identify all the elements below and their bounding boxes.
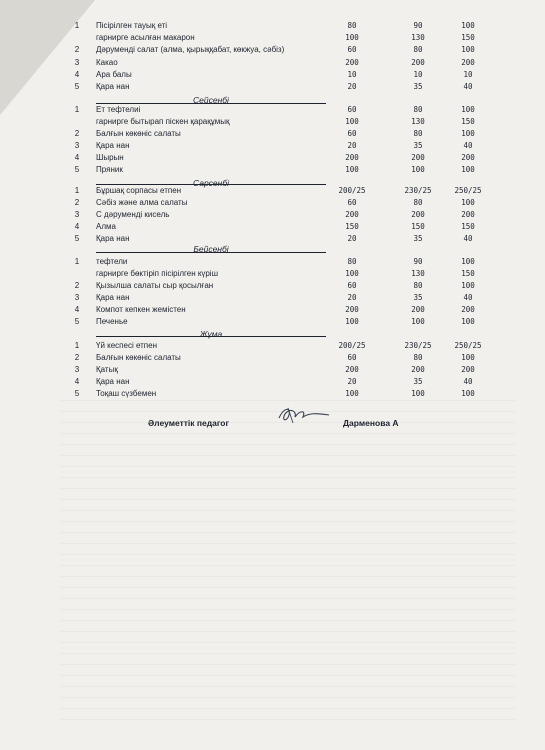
portion-value-3: 200 [461, 153, 475, 162]
dish-name: Балғын көкөніс салаты [96, 353, 181, 362]
dish-name: гарнирге бөктіріп пісірілген күріш [96, 269, 218, 278]
dish-name: Алма [96, 222, 116, 231]
portion-value-3: 40 [463, 377, 473, 386]
day-title: Сейсенбі [193, 95, 229, 105]
portion-value-1: 20 [347, 82, 357, 91]
dish-name: Қара нан [96, 141, 130, 150]
menu-row [0, 116, 545, 127]
portion-value-1: 200 [345, 153, 359, 162]
menu-row [0, 292, 545, 303]
portion-value-2: 80 [413, 353, 423, 362]
portion-value-1: 100 [345, 33, 359, 42]
portion-value-2: 100 [411, 389, 425, 398]
dish-name: гарнирге бытырап піскен қарақұмық [96, 117, 230, 126]
row-number: 1 [74, 186, 80, 195]
row-number: 5 [74, 165, 80, 174]
row-number: 3 [74, 210, 80, 219]
portion-value-1: 20 [347, 293, 357, 302]
menu-row [0, 185, 545, 196]
dish-name: Сәбіз және алма салаты [96, 198, 188, 207]
footer-name: Дарменова А [343, 418, 399, 428]
menu-row [0, 69, 545, 80]
portion-value-3: 10 [463, 70, 473, 79]
portion-value-1: 60 [347, 129, 357, 138]
portion-value-3: 100 [461, 317, 475, 326]
portion-value-2: 80 [413, 105, 423, 114]
row-number: 5 [74, 317, 80, 326]
signature [276, 404, 332, 426]
portion-value-2: 35 [413, 234, 423, 243]
portion-value-2: 80 [413, 198, 423, 207]
portion-value-1: 60 [347, 45, 357, 54]
portion-value-3: 200 [461, 365, 475, 374]
portion-value-2: 200 [411, 153, 425, 162]
dish-name: Печенье [96, 317, 128, 326]
portion-value-1: 100 [345, 317, 359, 326]
portion-value-1: 200/25 [338, 186, 366, 195]
dish-name: Ет тефтелиі [96, 105, 141, 114]
portion-value-1: 60 [347, 353, 357, 362]
menu-row [0, 197, 545, 208]
portion-value-3: 40 [463, 141, 473, 150]
portion-value-1: 20 [347, 234, 357, 243]
dish-name: Балғын көкөніс салаты [96, 129, 181, 138]
row-number: 4 [74, 70, 80, 79]
dish-name: С дәрумендi кисель [96, 210, 170, 219]
portion-value-3: 200 [461, 58, 475, 67]
footer-role: Әлеуметтік педагог [148, 418, 230, 428]
menu-row [0, 352, 545, 363]
portion-value-2: 130 [411, 117, 425, 126]
menu-row [0, 20, 545, 31]
row-number: 4 [74, 377, 80, 386]
menu-row [0, 81, 545, 92]
portion-value-2: 80 [413, 45, 423, 54]
row-number: 2 [74, 281, 80, 290]
menu-row [0, 280, 545, 291]
row-number: 3 [74, 141, 80, 150]
row-number: 1 [74, 21, 80, 30]
menu-row [0, 128, 545, 139]
portion-value-1: 60 [347, 281, 357, 290]
menu-row [0, 164, 545, 175]
portion-value-3: 100 [461, 165, 475, 174]
portion-value-3: 100 [461, 21, 475, 30]
portion-value-1: 100 [345, 117, 359, 126]
row-number: 1 [74, 257, 80, 266]
menu-row [0, 140, 545, 151]
dish-name: Қара нан [96, 82, 130, 91]
dish-name: Компот кепкен жемістен [96, 305, 186, 314]
portion-value-2: 35 [413, 141, 423, 150]
portion-value-3: 100 [461, 129, 475, 138]
dish-name: Үй кеспесі етпен [96, 341, 158, 350]
portion-value-1: 100 [345, 165, 359, 174]
portion-value-3: 200 [461, 210, 475, 219]
dish-name: Пряник [96, 165, 123, 174]
day-divider [96, 252, 326, 253]
portion-value-2: 35 [413, 82, 423, 91]
portion-value-2: 130 [411, 33, 425, 42]
dish-name: Қара нан [96, 377, 130, 386]
portion-value-3: 100 [461, 198, 475, 207]
portion-value-3: 100 [461, 105, 475, 114]
portion-value-1: 10 [347, 70, 357, 79]
portion-value-1: 60 [347, 105, 357, 114]
dish-name: гарнирге асылған макарон [96, 33, 195, 42]
portion-value-3: 40 [463, 82, 473, 91]
portion-value-2: 230/25 [404, 186, 432, 195]
portion-value-3: 150 [461, 117, 475, 126]
portion-value-3: 250/25 [454, 186, 482, 195]
row-number: 2 [74, 353, 80, 362]
portion-value-2: 35 [413, 293, 423, 302]
portion-value-2: 80 [413, 281, 423, 290]
portion-value-2: 200 [411, 365, 425, 374]
menu-row [0, 388, 545, 399]
portion-value-2: 200 [411, 210, 425, 219]
dish-name: Какао [96, 58, 118, 67]
row-number: 3 [74, 58, 80, 67]
dish-name: тефтели [96, 257, 128, 266]
portion-value-3: 40 [463, 293, 473, 302]
row-number: 2 [74, 198, 80, 207]
portion-value-3: 100 [461, 257, 475, 266]
row-number: 1 [74, 341, 80, 350]
dish-name: Бұршақ сорпасы етпен [96, 186, 182, 195]
menu-row [0, 57, 545, 68]
portion-value-1: 80 [347, 21, 357, 30]
dish-name: Қызылша салаты сыр қосылған [96, 281, 214, 290]
row-number: 3 [74, 293, 80, 302]
portion-value-1: 100 [345, 269, 359, 278]
menu-row [0, 221, 545, 232]
portion-value-3: 100 [461, 281, 475, 290]
row-number: 5 [74, 82, 80, 91]
portion-value-2: 80 [413, 129, 423, 138]
row-number: 1 [74, 105, 80, 114]
dish-name: Шырын [96, 153, 124, 162]
portion-value-3: 100 [461, 353, 475, 362]
menu-row [0, 256, 545, 267]
day-title: Бейсенбі [193, 244, 229, 254]
portion-value-2: 130 [411, 269, 425, 278]
portion-value-2: 230/25 [404, 341, 432, 350]
portion-value-2: 100 [411, 165, 425, 174]
row-number: 4 [74, 222, 80, 231]
dish-name: Тоқаш сүзбемен [96, 389, 157, 398]
portion-value-2: 200 [411, 58, 425, 67]
menu-row [0, 152, 545, 163]
row-number: 5 [74, 389, 80, 398]
menu-row [0, 32, 545, 43]
row-number: 2 [74, 129, 80, 138]
portion-value-3: 40 [463, 234, 473, 243]
portion-value-3: 150 [461, 269, 475, 278]
portion-value-2: 10 [413, 70, 423, 79]
menu-row [0, 376, 545, 387]
portion-value-1: 100 [345, 389, 359, 398]
menu-row [0, 340, 545, 351]
menu-row [0, 268, 545, 279]
portion-value-3: 100 [461, 389, 475, 398]
dish-name: Пісірілген тауық еті [96, 21, 168, 30]
portion-value-1: 200/25 [338, 341, 366, 350]
row-number: 4 [74, 153, 80, 162]
dish-name: Қара нан [96, 234, 130, 243]
portion-value-2: 90 [413, 21, 423, 30]
portion-value-3: 100 [461, 45, 475, 54]
portion-value-2: 35 [413, 377, 423, 386]
portion-value-1: 150 [345, 222, 359, 231]
portion-value-2: 200 [411, 305, 425, 314]
row-number: 2 [74, 45, 80, 54]
row-number: 5 [74, 234, 80, 243]
day-title: Сарсенбі [192, 178, 229, 188]
row-number: 3 [74, 365, 80, 374]
show-through-text [60, 400, 515, 730]
day-divider [96, 336, 326, 337]
day-title: Жұма [199, 329, 223, 339]
menu-row [0, 316, 545, 327]
portion-value-3: 250/25 [454, 341, 482, 350]
menu-row [0, 304, 545, 315]
portion-value-3: 200 [461, 305, 475, 314]
dish-name: Қатық [96, 365, 118, 374]
portion-value-2: 90 [413, 257, 423, 266]
portion-value-1: 200 [345, 210, 359, 219]
portion-value-1: 200 [345, 58, 359, 67]
dish-name: Қара нан [96, 293, 130, 302]
menu-row [0, 364, 545, 375]
portion-value-3: 150 [461, 222, 475, 231]
portion-value-1: 80 [347, 257, 357, 266]
dish-name: Ара балы [96, 70, 132, 79]
portion-value-1: 200 [345, 365, 359, 374]
menu-row [0, 104, 545, 115]
row-number: 4 [74, 305, 80, 314]
menu-row [0, 209, 545, 220]
portion-value-1: 60 [347, 198, 357, 207]
dish-name: Дәрумендi салат (алма, қырыққабат, көкжуа, сәбіз) [96, 45, 285, 54]
portion-value-2: 100 [411, 317, 425, 326]
portion-value-2: 150 [411, 222, 425, 231]
menu-row [0, 44, 545, 55]
portion-value-1: 20 [347, 377, 357, 386]
portion-value-1: 200 [345, 305, 359, 314]
portion-value-3: 150 [461, 33, 475, 42]
portion-value-1: 20 [347, 141, 357, 150]
